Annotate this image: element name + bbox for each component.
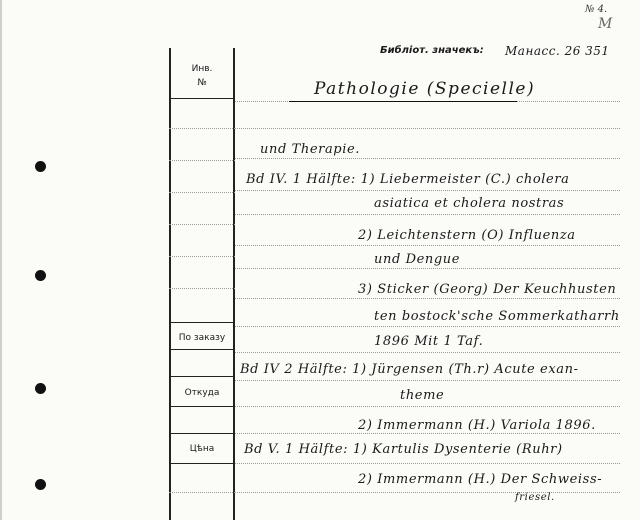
- ruled-line: [169, 224, 235, 225]
- entry-line: und Therapie.: [260, 142, 361, 157]
- ruled-line: [235, 433, 620, 434]
- entry-line: theme: [400, 388, 445, 403]
- ruled-line: [235, 298, 620, 299]
- column-divider: [169, 322, 235, 323]
- entry-line: 2) Leichtenstern (O) Influenza: [358, 228, 576, 243]
- entry-line: und Dengue: [374, 252, 461, 267]
- card-title: Pathologie (Specielle): [314, 79, 536, 99]
- ruled-line: [169, 256, 235, 257]
- title-underline: [289, 101, 517, 102]
- entry-line: friesel.: [515, 492, 555, 503]
- ruled-line: [235, 380, 620, 381]
- column-divider: [169, 98, 235, 99]
- column-divider: [169, 376, 235, 377]
- entry-line: asiatica et cholera nostras: [374, 196, 565, 211]
- ruled-line: [235, 245, 620, 246]
- origin-label: Откуда: [184, 388, 220, 398]
- column-divider: [169, 349, 235, 350]
- ruled-line: [169, 288, 235, 289]
- entry-line: 2) Immermann (H.) Variola 1896.: [358, 418, 596, 433]
- inventory-number-sign: №: [197, 78, 207, 88]
- column-divider: [169, 433, 235, 434]
- ruled-line: [235, 352, 620, 353]
- library-mark-value: Манасс. 26 351: [505, 44, 610, 58]
- ruled-line: [235, 158, 620, 159]
- ruled-line: [235, 214, 620, 215]
- ruled-line: [235, 326, 620, 327]
- ruled-line: [235, 128, 620, 129]
- ruled-line: [235, 190, 620, 191]
- library-mark-label: Библіот. значекъ:: [380, 45, 484, 56]
- entry-line: 1896 Mit 1 Taf.: [374, 334, 484, 349]
- ruled-line: [235, 492, 620, 493]
- column-divider: [169, 463, 235, 464]
- punch-hole: [35, 383, 46, 394]
- entry-line: Bd IV. 1 Hälfte: 1) Liebermeister (C.) cholera: [246, 172, 570, 187]
- entry-line: 2) Immermann (H.) Der Schweiss-: [358, 472, 603, 487]
- price-label: Цѣна: [189, 444, 215, 454]
- order-label: По заказу: [178, 333, 226, 343]
- punch-hole: [35, 270, 46, 281]
- ruled-line: [235, 463, 620, 464]
- inventory-header-label: Инв.: [191, 64, 213, 74]
- entry-line: ten bostock'sche Sommerkatharrh: [374, 309, 620, 324]
- inventory-header: [169, 62, 235, 90]
- card-number: № 4.: [585, 4, 608, 15]
- ruled-line: [235, 268, 620, 269]
- ruled-line: [169, 160, 235, 161]
- punch-hole: [35, 161, 46, 172]
- corner-mark: M: [598, 16, 613, 32]
- column-divider: [169, 406, 235, 407]
- entry-line: Bd V. 1 Hälfte: 1) Kartulis Dysenterie (Ruhr): [244, 442, 563, 457]
- ruled-line: [169, 492, 235, 493]
- punch-hole: [35, 479, 46, 490]
- entry-line: Bd IV 2 Hälfte: 1) Jürgensen (Th.r) Acute exan-: [240, 362, 579, 377]
- ruled-line: [169, 128, 235, 129]
- ruled-line: [235, 406, 620, 407]
- entry-line: 3) Sticker (Georg) Der Keuchhusten: [358, 282, 617, 297]
- ruled-line: [169, 192, 235, 193]
